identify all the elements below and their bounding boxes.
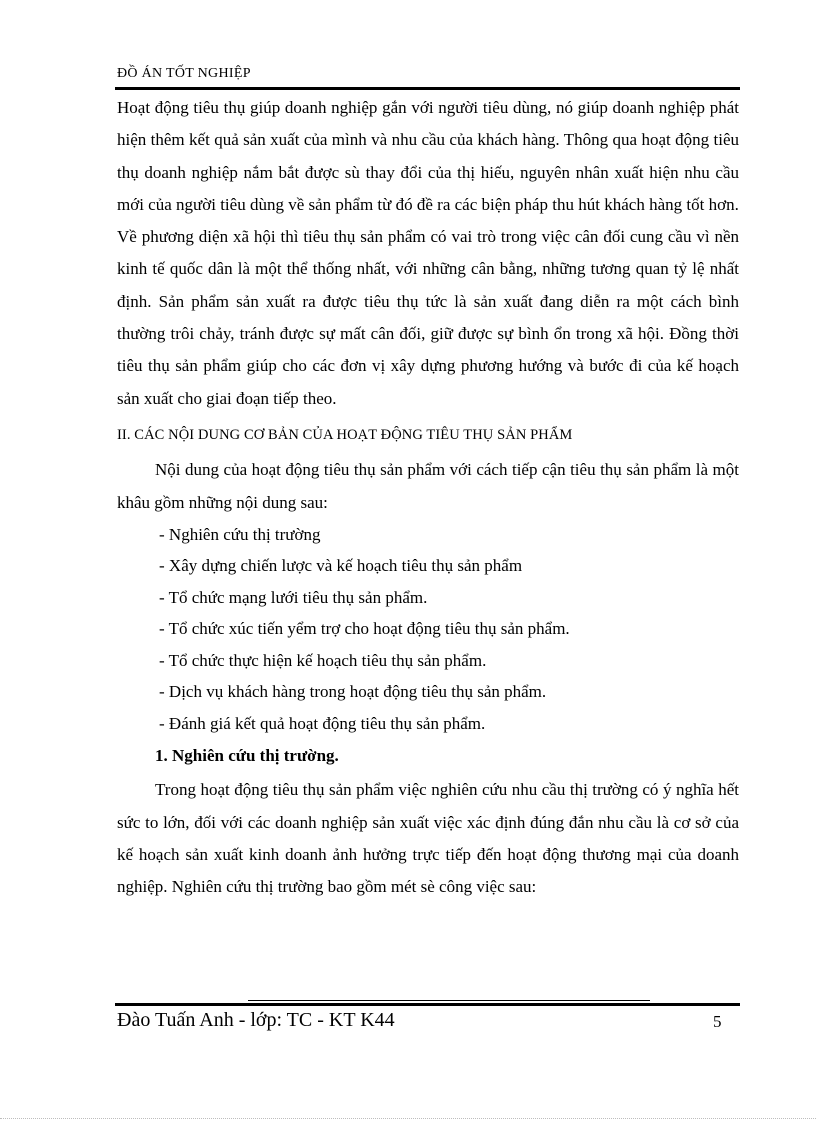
page-number: 5 — [713, 1012, 722, 1031]
list-item: - Xây dựng chiến lược và kế hoạch tiêu thụ sản phẩm — [159, 556, 523, 576]
page-header-title: ĐỒ ÁN TỐT NGHIỆP — [117, 66, 251, 81]
section-intro: Nội dung của hoạt động tiêu thụ sản phẩm với cách tiếp cận tiêu thụ sản phẩm là một khâu gồm những nội dung sau: — [117, 460, 739, 512]
page-edge-divider — [0, 1118, 816, 1119]
list-item: - Đánh giá kết quả hoạt động tiêu thụ sản phẩm. — [159, 713, 486, 733]
footer-author: Đào Tuấn Anh - lớp: TC - KT K44 — [117, 1009, 395, 1031]
content-list — [117, 519, 739, 740]
document-body — [117, 92, 739, 904]
footer-rule-thin — [248, 1000, 650, 1001]
header-rule — [115, 87, 740, 90]
list-item: - Tổ chức mạng lưới tiêu thụ sản phẩm. — [159, 587, 428, 607]
paragraph: Về phương diện xã hội thì tiêu thụ sản phẩm có vai trò trong việc cân đối cung cầu vì nền kinh tế quốc dân là một thể thống nhất, với những cân bằng, những tương quan tỷ lệ nhất định. Sản phẩm sản xuất ra được tiêu thụ tức là sản xuất đang diễn ra một cách bình thường trôi chảy, tránh được sự mất cân đối, giữ được sự bình ổn trong xã hội. Đồng thời tiêu thụ sản phẩm giúp cho các đơn vị xây dựng phương hướng và bước đi của kế hoạch sản xuất cho giai đoạn tiếp theo. — [117, 227, 739, 408]
list-item: - Tổ chức thực hiện kế hoạch tiêu thụ sản phẩm. — [159, 650, 487, 670]
section-heading: II. CÁC NỘI DUNG CƠ BẢN CỦA HOẠT ĐỘNG TIÊU THỤ SẢN PHẨM — [117, 426, 573, 443]
list-item: - Tổ chức xúc tiến yểm trợ cho hoạt động tiêu thụ sản phẩm. — [159, 619, 570, 639]
footer-rule — [115, 1003, 740, 1006]
subsection-paragraph: Trong hoạt động tiêu thụ sản phẩm việc nghiên cứu nhu cầu thị trường có ý nghĩa hết sức to lớn, đối với các doanh nghiệp sản xuất việc xác định đúng đắn nhu cầu là cơ sở của kế hoạch sản xuất kinh doanh ảnh hưởng trực tiếp đến hoạt động thương mại của doanh nghiệp. Nghiên cứu thị trường bao gồm mét sè công việc sau: — [117, 780, 739, 897]
paragraph: Hoạt động tiêu thụ giúp doanh nghiệp gắn với người tiêu dùng, nó giúp doanh nghiệp phát hiện thêm kết quả sản xuất của mình và nhu cầu của khách hàng. Thông qua hoạt động tiêu thụ doanh nghiệp nắm bắt được sù thay đổi của thị hiếu, nguyên nhân xuất hiện nhu cầu mới của người tiêu dùng về sản phẩm từ đó đề ra các biện pháp thu hút khách hàng tốt hơn. — [117, 98, 739, 214]
list-item: - Nghiên cứu thị trường — [159, 524, 321, 544]
list-item: - Dịch vụ khách hàng trong hoạt động tiêu thụ sản phẩm. — [159, 682, 547, 702]
subsection-heading: 1. Nghiên cứu thị trường. — [155, 746, 339, 766]
